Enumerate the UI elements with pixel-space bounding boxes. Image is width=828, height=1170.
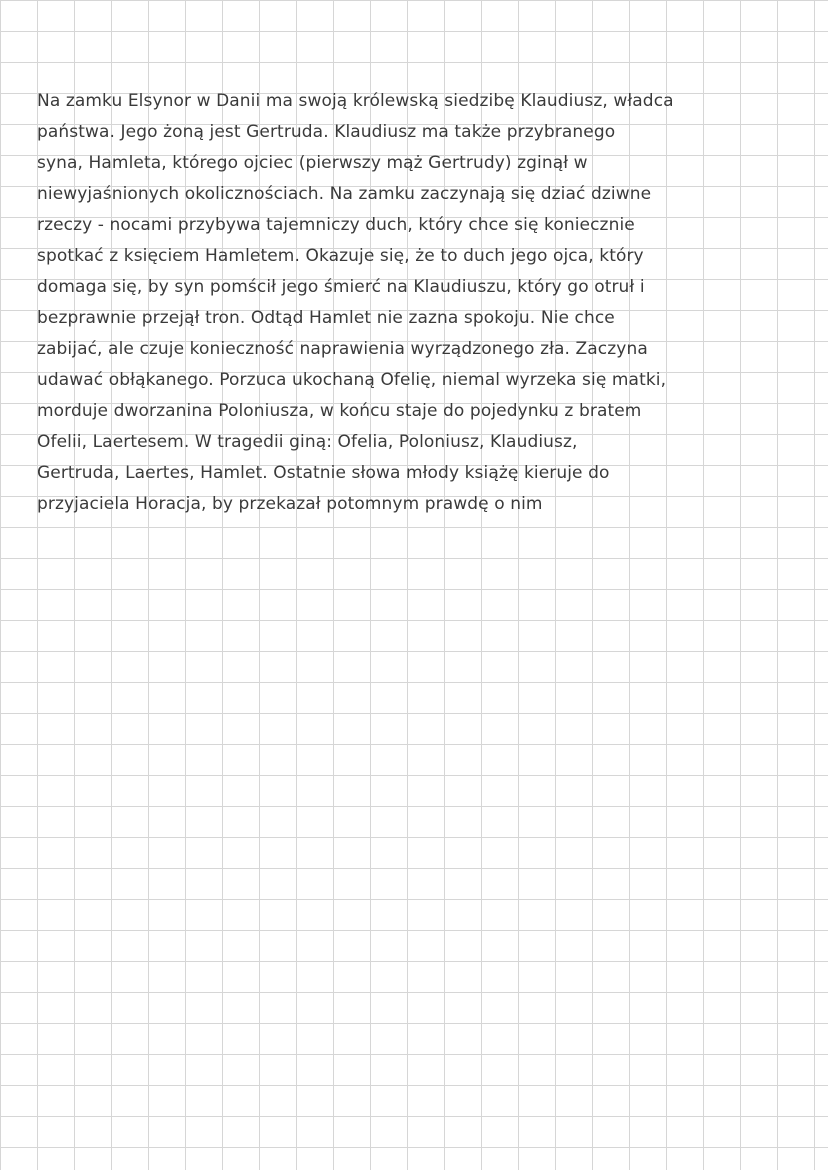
note-line: państwa. Jego żoną jest Gertruda. Klaudiusz ma także przybranego [37, 122, 616, 142]
note-line: przyjaciela Horacja, by przekazał potomnym prawdę o nim [37, 494, 543, 514]
note-line: Gertruda, Laertes, Hamlet. Ostatnie słowa młody książę kieruje do [37, 463, 610, 483]
note-line: Na zamku Elsynor w Danii ma swoją królewską siedzibę Klaudiusz, władca [37, 91, 674, 111]
note-line: morduje dworzanina Poloniusza, w końcu staje do pojedynku z bratem [37, 401, 642, 421]
note-line: syna, Hamleta, którego ojciec (pierwszy mąż Gertrudy) zginął w [37, 153, 588, 173]
note-line: spotkać z księciem Hamletem. Okazuje się, że to duch jego ojca, który [37, 246, 644, 266]
note-line: niewyjaśnionych okolicznościach. Na zamku zaczynają się dziać dziwne [37, 184, 652, 204]
note-line: domaga się, by syn pomścił jego śmierć na Klaudiuszu, który go otruł i [37, 277, 645, 297]
note-line: zabijać, ale czuje konieczność naprawienia wyrządzonego zła. Zaczyna [37, 339, 648, 359]
handwritten-note [37, 86, 674, 520]
note-line: rzeczy - nocami przybywa tajemniczy duch, który chce się koniecznie [37, 215, 635, 235]
note-line: Ofelii, Laertesem. W tragedii giną: Ofelia, Poloniusz, Klaudiusz, [37, 432, 578, 452]
note-line: udawać obłąkanego. Porzuca ukochaną Ofelię, niemal wyrzeka się matki, [37, 370, 667, 390]
note-line: bezprawnie przejął tron. Odtąd Hamlet nie zazna spokoju. Nie chce [37, 308, 615, 328]
